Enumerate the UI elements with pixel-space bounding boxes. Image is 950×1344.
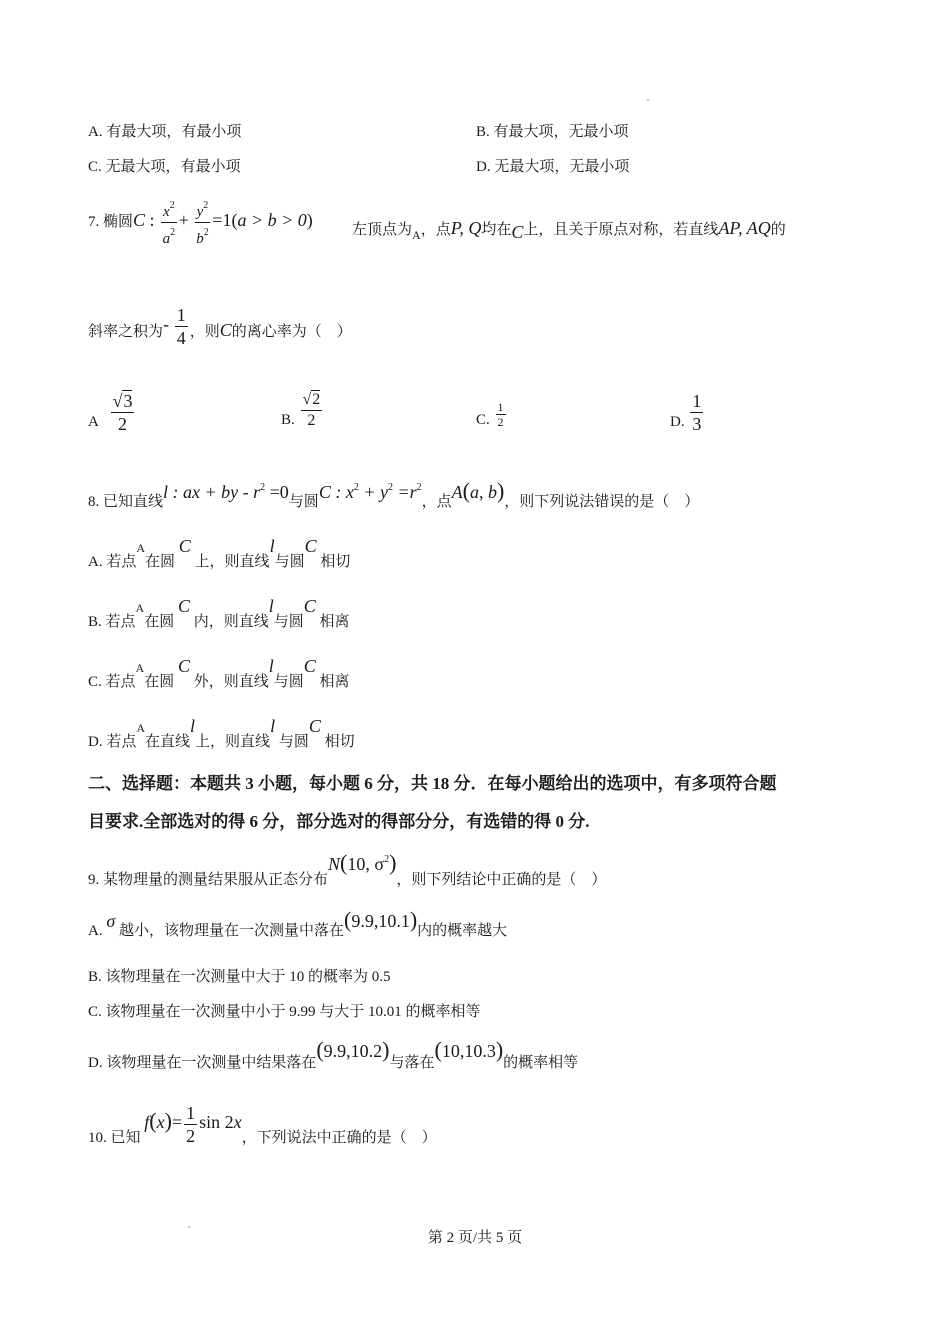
q7-text-on: 均在 [481,222,512,238]
q8-option-c: C [177,596,190,616]
q8-option-c [88,656,350,692]
q7-text-product: 斜率之积为 [88,323,164,340]
q9-paren-open: ( [340,850,348,875]
q10-num: 1 [186,1103,196,1123]
q7-option-d-num: 1 [692,391,702,411]
q7-fraction-quarter [175,304,188,349]
q9-option-d-text3: 的概率相等 [503,1055,579,1071]
q8-option-c2: C [308,716,321,736]
q8-option-rel: 与圆 [273,614,304,630]
q6-option-a: A. 有最大项，有最小项 [88,124,242,140]
q7-c-ref2: C [219,319,232,340]
q8-exp: 2 [353,482,359,493]
q8-line-equation: l : ax + by - r [163,482,261,502]
q7-option-d-den: 3 [692,414,702,434]
q7-option-d [670,390,705,435]
q9-paren-open: ( [434,1037,442,1062]
q9-option-a [88,907,508,941]
q8-circle-mid: + y [358,482,388,502]
q7-option-a-fraction [111,390,135,435]
q7-text-of: 的 [770,222,786,238]
q8-option-res: 相离 [319,614,350,630]
q8-circle-end: =r [392,482,417,502]
q8-option-res: 相切 [320,554,351,570]
q8-text-point: ，点 [421,494,452,510]
q7-a: a [162,231,171,247]
q7-exp: 2 [203,227,209,238]
q7-b: b [196,231,204,247]
q7-stem-line2 [88,304,352,349]
q8-option-loc: 在圆 [144,674,175,690]
q9-paren-open: ( [316,1037,324,1062]
q7-close-paren: ) [306,209,313,230]
q8-option-loc: 在直线 [145,734,191,750]
q6-option-d: D. 无最大项，无最小项 [476,159,630,175]
q7-option-a-label: A [88,413,99,430]
q9-option-d [88,1037,579,1073]
q8-option-point: A [135,601,145,615]
q9-option-a-interval: 9.9,10.1 [351,911,410,931]
q7-option-d-label: D. [670,413,685,430]
q8-point-a: A [451,482,463,502]
q10-f: f [144,1111,150,1132]
q8-option-point: A [136,541,146,555]
q7-eq1: =1( [212,209,238,230]
q8-option-c: l [190,716,196,736]
q7-option-c-fraction [496,400,506,429]
q8-option-rel: 与圆 [273,674,304,690]
q7-option-c-den: 2 [497,415,504,429]
q8-exp: 2 [416,482,422,493]
q7-option-c-label: C. [476,411,490,428]
q7-lines-apaq: AP, AQ [718,218,771,238]
q7-colon: : [145,209,160,230]
q9-option-a-text2: 内的概率越大 [417,923,508,939]
q8-option-label: A. 若点 [88,554,137,570]
q8-option-res: 相切 [324,734,355,750]
q10-text-question: ，下列说法中正确的是（ ） [241,1129,437,1146]
q10-eq: = [171,1111,183,1132]
q7-option-c [476,400,508,430]
q9-option-d-interval2: 10,10.3 [441,1041,496,1061]
q7-text-point: ，点 [420,222,451,238]
q10-sin: sin 2 [199,1111,234,1132]
q7-minus: - [163,313,170,334]
q10-stem [88,1102,437,1148]
q7-fraction-x2-a2 [161,196,177,249]
section2-heading-line2: 目要求.全部选对的得 6 分，部分选对的得部分分，有选错的得 0 分. [88,812,590,831]
q6-option-c: C. 无最大项，有最小项 [88,159,241,175]
q9-option-c: C. 该物理量在一次测量中小于 9.99 与大于 10.01 的概率相等 [88,1004,481,1020]
q7-point-a: A [412,228,421,242]
q9-paren-close: ) [382,1037,390,1062]
q10-den: 2 [186,1126,196,1146]
scan-dot [647,99,649,101]
q8-prefix: 8. 已知直线 [88,494,164,510]
q9-option-b: B. 该物理量在一次测量中大于 10 的概率为 0.5 [88,969,391,985]
sqrt-icon: √ [302,391,312,408]
q8-option-pos: 上，则直线 [195,734,271,750]
q7-plus: + [178,209,189,230]
q8-option-pos: 外，则直线 [193,674,269,690]
q7-one: 1 [176,305,186,325]
q7-option-a-num: 3 [123,391,133,411]
q8-option-d [88,716,355,752]
q8-option-pos: 内，则直线 [193,614,269,630]
q9-stem [88,850,606,890]
q7-option-b-label: B. [281,411,295,428]
q9-paren-close: ) [389,850,397,875]
q8-option-label: D. 若点 [88,734,137,750]
q7-option-b-num: 2 [312,391,321,408]
q8-option-l: l [268,656,274,676]
q8-option-l: l [270,716,276,736]
q8-option-b [88,596,350,632]
q8-option-loc: 在圆 [145,554,176,570]
q8-point-args: a, b [469,482,497,502]
q8-option-c2: C [304,536,317,556]
q8-paren-close: ) [496,478,505,503]
q8-option-label: C. 若点 [88,674,136,690]
q8-text-question: ，则下列说法错误的是（ ） [504,494,700,510]
q8-option-c: C [178,536,191,556]
q9-option-d-text1: D. 该物理量在一次测量中结果落在 [88,1055,317,1071]
q8-circle-equation: C : x [318,482,354,502]
q7-ellipse-c: C [133,209,146,230]
q7-option-b-fraction [301,390,323,431]
q10-prefix: 10. 已知 [88,1129,141,1146]
q10-paren-close: ) [164,1107,172,1133]
q9-sigma: σ [106,911,116,931]
q7-condition: a > b > 0 [237,209,307,230]
q8-option-c: C [177,656,190,676]
q8-option-point: A [136,721,146,735]
q8-paren-open: ( [462,478,470,503]
q9-text-question: ，则下列结论中正确的是（ ） [396,872,607,888]
q9-prefix: 9. 某物理量的测量结果服从正态分布 [88,872,329,888]
q8-option-point: A [135,661,145,675]
q9-option-a-text1: 越小，该物理量在一次测量中落在 [118,923,344,939]
q7-four: 4 [176,328,186,348]
q7-y: y [196,204,204,220]
q8-option-c2: C [303,596,316,616]
q7-stem-line1-cont [352,218,786,245]
q7-text-then: ，则 [189,323,220,340]
q8-option-res: 相离 [319,674,350,690]
q8-option-l: l [268,596,274,616]
q8-option-l: l [269,536,275,556]
q8-exp: 2 [387,482,393,493]
q7-option-c-num: 1 [497,400,504,414]
q7-option-b [281,390,324,431]
q7-x: x [163,204,170,220]
q10-paren-open: ( [149,1107,157,1133]
q9-paren-open: ( [344,907,352,932]
q8-option-rel: 与圆 [278,734,309,750]
q10-x: x [156,1111,165,1132]
sqrt-icon: √ [112,391,123,411]
q9-option-d-text2: 与落在 [389,1055,435,1071]
q8-exp: 2 [260,482,266,493]
q7-stem-line1 [88,196,313,249]
q7-exp: 2 [203,200,209,211]
q6-option-b: B. 有最大项，无最小项 [476,124,629,140]
q7-prefix: 7. 椭圆 [88,213,134,230]
q8-option-loc: 在圆 [144,614,175,630]
q8-eq0: =0 [265,482,289,502]
q7-option-b-den: 2 [307,412,316,429]
q7-exp: 2 [169,200,175,211]
q7-option-a [88,390,136,435]
q7-text-symmetric: 上，且关于原点对称，若直线 [523,222,719,238]
q7-fraction-y2-b2 [195,196,211,249]
q9-paren-close: ) [409,907,418,932]
q7-option-a-den: 2 [118,414,128,434]
q8-option-label: B. 若点 [88,614,136,630]
q8-option-c2: C [303,656,316,676]
q10-fraction-half [184,1102,197,1147]
q9-paren-close: ) [495,1037,504,1062]
q7-text-eccentricity: 的离心率为（ ） [231,323,352,340]
q7-text-vertex: 左顶点为 [352,222,413,238]
q9-option-d-interval1: 9.9,10.2 [323,1041,383,1061]
q8-stem [88,478,699,512]
q7-points-pq: P, Q [450,218,482,238]
q9-args: 10, σ [347,854,385,874]
page-footer: 第 2 页/共 5 页 [427,1230,523,1246]
q9-normal-n: N [328,854,341,874]
q7-exp: 2 [170,227,176,238]
section2-heading-line1: 二、选择题：本题共 3 小题，每小题 6 分，共 18 分．在每小题给出的选项中，有多项符合题 [88,774,777,793]
q7-option-d-fraction [690,390,703,435]
q9-exp: 2 [384,854,390,865]
q8-option-pos: 上，则直线 [194,554,270,570]
q9-option-a-label: A. [88,923,103,939]
q8-text-with-circle: 与圆 [288,494,319,510]
q8-option-rel: 与圆 [274,554,305,570]
q10-xx: x [233,1111,242,1132]
q7-c-ref: C [511,222,524,242]
q8-option-a [88,536,350,572]
